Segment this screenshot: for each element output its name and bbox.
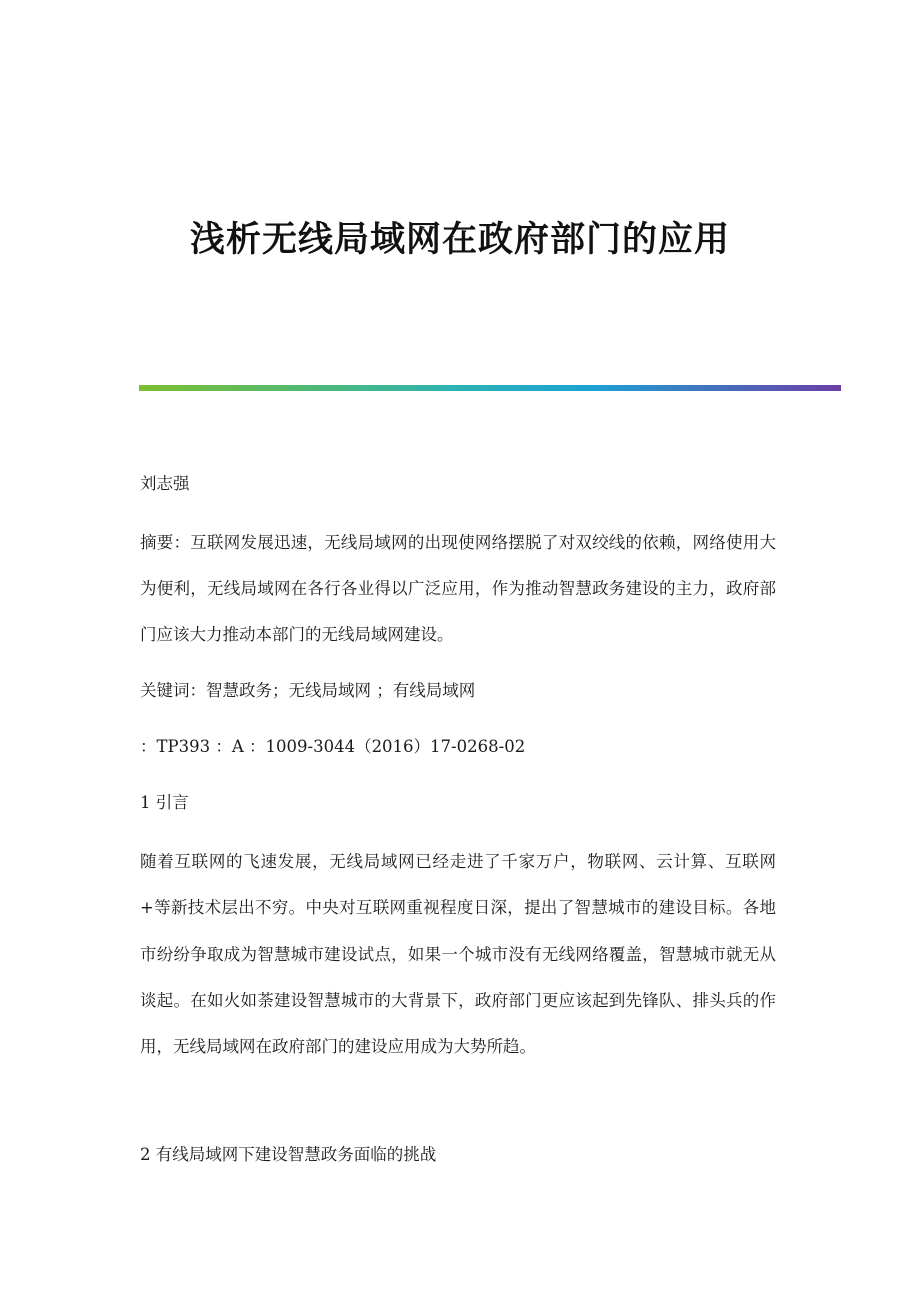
author-name: 刘志强 <box>140 474 190 493</box>
section-1-body: 随着互联网的飞速发展，无线局域网已经走进了千家万户，物联网、云计算、互联网+等新技术层出不穷。中央对互联网重视程度日深，提出了智慧城市的建设目标。各地市纷纷争取成为智慧城市建设试点，如果一个城市没有无线网络覆盖，智慧城市就无从谈起。在如火如荼建设智慧城市的大背景下，政府部门更应该起到先锋队、排头兵的作用，无线局域网在政府部门的建设应用成为大势所趋。 <box>140 852 776 1057</box>
title-divider-bar <box>139 385 841 391</box>
section-2-heading: 2 有线局域网下建设智慧政务面临的挑战 <box>140 1145 437 1164</box>
paper-title: 浅析无线局域网在政府部门的应用 <box>189 219 730 260</box>
classification-line: ：TP393 ：A ：1009-3044（2016）17-0268-02 <box>140 737 526 756</box>
keywords-line: 关键词：智慧政务；无线局域网 ；有线局域网 <box>140 681 476 700</box>
abstract-paragraph: 摘要：互联网发展迅速，无线局域网的出现使网络摆脱了对双绞线的依赖，网络使用大为便利，无线局域网在各行各业得以广泛应用，作为推动智慧政务建设的主力，政府部门应该大力推动本部门的无线局域网建设。 <box>140 533 776 644</box>
section-1-heading: 1 引言 <box>140 793 189 812</box>
